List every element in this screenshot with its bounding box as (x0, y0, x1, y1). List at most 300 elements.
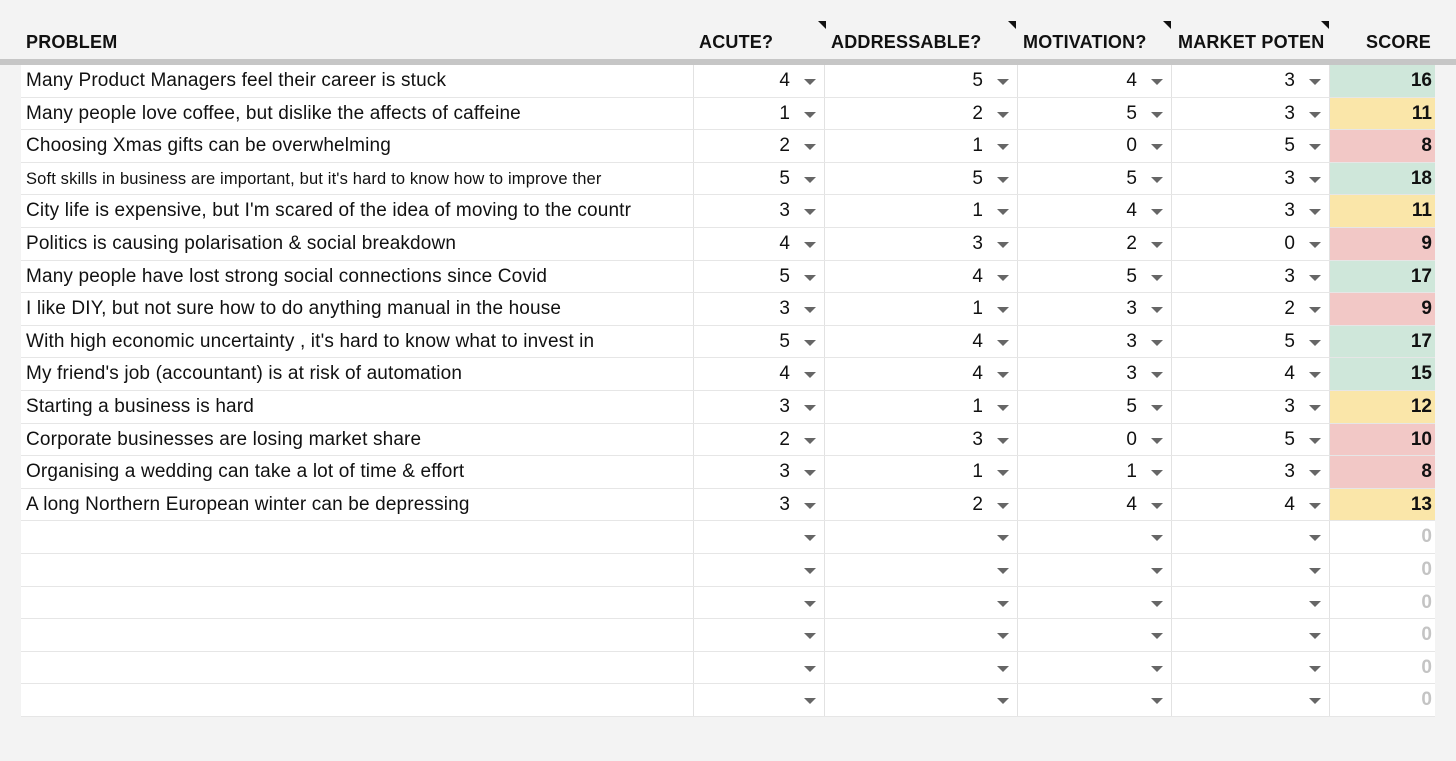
addressable-value: 1 (972, 200, 983, 222)
dropdown-arrow-icon[interactable] (997, 79, 1009, 85)
dropdown-arrow-icon[interactable] (804, 666, 816, 672)
addressable-dropdown[interactable] (825, 684, 1018, 716)
market-value: 2 (1284, 298, 1295, 320)
dropdown-arrow-icon[interactable] (804, 633, 816, 639)
score-value: 0 (1421, 656, 1432, 678)
score-cell[interactable] (1330, 326, 1435, 358)
score-value: 15 (1410, 363, 1432, 385)
score-cell[interactable] (1330, 652, 1435, 684)
comment-indicator-icon[interactable] (1163, 21, 1171, 29)
score-value: 9 (1421, 232, 1432, 254)
market-potential-dropdown[interactable] (1172, 521, 1330, 553)
market-potential-dropdown[interactable] (1172, 98, 1330, 130)
table-row (21, 98, 1435, 131)
dropdown-arrow-icon[interactable] (1309, 340, 1321, 346)
dropdown-arrow-icon[interactable] (1151, 601, 1163, 607)
problem-cell[interactable]: Starting a business is hard (21, 391, 694, 423)
header-market-potential[interactable]: MARKET POTEN (1178, 32, 1325, 52)
dropdown-arrow-icon[interactable] (804, 79, 816, 85)
dropdown-arrow-icon[interactable] (804, 242, 816, 248)
dropdown-arrow-icon[interactable] (1309, 372, 1321, 378)
addressable-dropdown[interactable] (825, 163, 1018, 195)
problem-cell[interactable] (21, 619, 694, 651)
dropdown-arrow-icon[interactable] (804, 601, 816, 607)
dropdown-arrow-icon[interactable] (997, 601, 1009, 607)
table-row (21, 358, 1435, 391)
acute-value: 5 (779, 265, 790, 287)
dropdown-arrow-icon[interactable] (804, 535, 816, 541)
dropdown-arrow-icon[interactable] (997, 666, 1009, 672)
acute-dropdown[interactable] (694, 195, 825, 227)
dropdown-arrow-icon[interactable] (1151, 438, 1163, 444)
score-value: 0 (1421, 558, 1432, 580)
score-cell[interactable] (1330, 130, 1435, 162)
dropdown-arrow-icon[interactable] (997, 568, 1009, 574)
acute-dropdown[interactable] (694, 65, 825, 97)
acute-dropdown[interactable] (694, 98, 825, 130)
addressable-value: 3 (972, 428, 983, 450)
market-potential-dropdown[interactable] (1172, 424, 1330, 456)
score-value: 13 (1410, 493, 1432, 515)
dropdown-arrow-icon[interactable] (1309, 438, 1321, 444)
score-cell[interactable] (1330, 98, 1435, 130)
dropdown-arrow-icon[interactable] (997, 209, 1009, 215)
dropdown-arrow-icon[interactable] (997, 633, 1009, 639)
dropdown-arrow-icon[interactable] (1151, 405, 1163, 411)
market-value: 3 (1284, 70, 1295, 91)
acute-value: 4 (779, 70, 790, 91)
market-potential-dropdown[interactable] (1172, 163, 1330, 195)
addressable-dropdown[interactable] (825, 358, 1018, 390)
dropdown-arrow-icon[interactable] (997, 405, 1009, 411)
score-cell[interactable] (1330, 261, 1435, 293)
market-value: 5 (1284, 330, 1295, 352)
dropdown-arrow-icon[interactable] (997, 503, 1009, 509)
header-row (0, 22, 1456, 60)
score-value: 17 (1410, 330, 1432, 352)
dropdown-arrow-icon[interactable] (1151, 535, 1163, 541)
motivation-value: 4 (1126, 493, 1137, 515)
addressable-dropdown[interactable] (825, 228, 1018, 260)
dropdown-arrow-icon[interactable] (804, 372, 816, 378)
motivation-dropdown[interactable] (1018, 261, 1172, 293)
addressable-value: 2 (972, 493, 983, 515)
dropdown-arrow-icon[interactable] (997, 372, 1009, 378)
motivation-dropdown[interactable] (1018, 424, 1172, 456)
dropdown-arrow-icon[interactable] (804, 698, 816, 704)
score-cell[interactable] (1330, 163, 1435, 195)
motivation-value: 0 (1126, 135, 1137, 157)
score-value: 0 (1421, 591, 1432, 613)
addressable-dropdown[interactable] (825, 424, 1018, 456)
dropdown-arrow-icon[interactable] (1151, 340, 1163, 346)
dropdown-arrow-icon[interactable] (1309, 503, 1321, 509)
problem-cell[interactable]: I like DIY, but not sure how to do anything manual in the house (21, 293, 694, 325)
addressable-dropdown[interactable] (825, 65, 1018, 97)
addressable-dropdown[interactable] (825, 261, 1018, 293)
dropdown-arrow-icon[interactable] (1151, 666, 1163, 672)
market-value: 4 (1284, 493, 1295, 515)
addressable-dropdown[interactable] (825, 489, 1018, 521)
dropdown-arrow-icon[interactable] (1309, 666, 1321, 672)
market-potential-dropdown[interactable] (1172, 489, 1330, 521)
addressable-value: 3 (972, 232, 983, 254)
acute-value: 4 (779, 363, 790, 385)
score-value: 11 (1411, 102, 1432, 124)
motivation-dropdown[interactable] (1018, 489, 1172, 521)
score-cell[interactable] (1330, 684, 1435, 716)
addressable-value: 4 (972, 363, 983, 385)
motivation-dropdown[interactable] (1018, 195, 1172, 227)
motivation-value: 5 (1126, 395, 1137, 417)
problem-cell[interactable]: Corporate businesses are losing market share (21, 424, 694, 456)
motivation-value: 2 (1126, 232, 1137, 254)
comment-indicator-icon[interactable] (818, 21, 826, 29)
market-potential-dropdown[interactable] (1172, 261, 1330, 293)
problem-cell[interactable]: Politics is causing polarisation & social breakdown (21, 228, 694, 260)
score-cell[interactable] (1330, 195, 1435, 227)
dropdown-arrow-icon[interactable] (997, 470, 1009, 476)
acute-value: 3 (779, 395, 790, 417)
motivation-dropdown[interactable] (1018, 684, 1172, 716)
market-value: 4 (1284, 363, 1295, 385)
dropdown-arrow-icon[interactable] (1151, 112, 1163, 118)
score-cell[interactable] (1330, 489, 1435, 521)
table-row (21, 130, 1435, 163)
header-problem[interactable]: PROBLEM (26, 32, 118, 52)
table-row (21, 619, 1435, 652)
dropdown-arrow-icon[interactable] (997, 698, 1009, 704)
addressable-value: 1 (972, 135, 983, 157)
problem-cell[interactable]: Soft skills in business are important, but it's hard to know how to improve ther (21, 163, 694, 195)
dropdown-arrow-icon[interactable] (997, 307, 1009, 313)
score-cell[interactable] (1330, 65, 1435, 97)
dropdown-arrow-icon[interactable] (804, 568, 816, 574)
dropdown-arrow-icon[interactable] (1309, 307, 1321, 313)
market-value: 3 (1284, 200, 1295, 222)
header-motivation[interactable]: MOTIVATION? (1023, 32, 1147, 52)
addressable-dropdown[interactable] (825, 554, 1018, 586)
addressable-value: 4 (972, 330, 983, 352)
addressable-value: 1 (972, 461, 983, 483)
dropdown-arrow-icon[interactable] (1151, 144, 1163, 150)
motivation-dropdown[interactable] (1018, 358, 1172, 390)
comment-indicator-icon[interactable] (1321, 21, 1329, 29)
acute-value: 2 (779, 428, 790, 450)
addressable-value: 1 (972, 395, 983, 417)
table-row (21, 195, 1435, 228)
dropdown-arrow-icon[interactable] (804, 275, 816, 281)
problem-cell[interactable]: Many people have lost strong social connections since Covid (21, 261, 694, 293)
score-cell[interactable] (1330, 228, 1435, 260)
dropdown-arrow-icon[interactable] (804, 503, 816, 509)
market-potential-dropdown[interactable] (1172, 65, 1330, 97)
table-row (21, 65, 1435, 98)
dropdown-arrow-icon[interactable] (1309, 275, 1321, 281)
score-value: 8 (1421, 461, 1432, 483)
dropdown-arrow-icon[interactable] (1151, 698, 1163, 704)
dropdown-arrow-icon[interactable] (1309, 601, 1321, 607)
score-value: 17 (1410, 265, 1432, 287)
dropdown-arrow-icon[interactable] (997, 177, 1009, 183)
motivation-value: 3 (1126, 363, 1137, 385)
addressable-dropdown[interactable] (825, 130, 1018, 162)
motivation-value: 4 (1126, 200, 1137, 222)
dropdown-arrow-icon[interactable] (804, 438, 816, 444)
score-cell[interactable] (1330, 554, 1435, 586)
motivation-dropdown[interactable] (1018, 456, 1172, 488)
addressable-value: 5 (972, 167, 983, 189)
motivation-dropdown[interactable] (1018, 293, 1172, 325)
addressable-value: 2 (972, 102, 983, 124)
motivation-value: 0 (1126, 428, 1137, 450)
table-row (21, 261, 1435, 294)
dropdown-arrow-icon[interactable] (1151, 372, 1163, 378)
acute-value: 3 (779, 461, 790, 483)
addressable-dropdown[interactable] (825, 293, 1018, 325)
problem-cell[interactable]: With high economic uncertainty , it's hard to know what to invest in (21, 326, 694, 358)
acute-value: 1 (779, 102, 790, 124)
motivation-dropdown[interactable] (1018, 163, 1172, 195)
addressable-dropdown[interactable] (825, 391, 1018, 423)
dropdown-arrow-icon[interactable] (1309, 633, 1321, 639)
motivation-value: 5 (1126, 167, 1137, 189)
dropdown-arrow-icon[interactable] (1309, 698, 1321, 704)
market-potential-dropdown[interactable] (1172, 326, 1330, 358)
dropdown-arrow-icon[interactable] (1309, 112, 1321, 118)
acute-value: 3 (779, 200, 790, 222)
market-potential-dropdown[interactable] (1172, 195, 1330, 227)
dropdown-arrow-icon[interactable] (1151, 275, 1163, 281)
addressable-value: 4 (972, 265, 983, 287)
addressable-dropdown[interactable] (825, 456, 1018, 488)
market-potential-dropdown[interactable] (1172, 228, 1330, 260)
score-value: 0 (1421, 526, 1432, 548)
motivation-dropdown[interactable] (1018, 652, 1172, 684)
acute-dropdown[interactable] (694, 228, 825, 260)
market-potential-dropdown[interactable] (1172, 293, 1330, 325)
problem-cell[interactable] (21, 652, 694, 684)
dropdown-arrow-icon[interactable] (804, 177, 816, 183)
dropdown-arrow-icon[interactable] (997, 144, 1009, 150)
market-potential-dropdown[interactable] (1172, 456, 1330, 488)
addressable-value: 1 (972, 298, 983, 320)
dropdown-arrow-icon[interactable] (1309, 209, 1321, 215)
acute-dropdown[interactable] (694, 489, 825, 521)
acute-value: 5 (779, 167, 790, 189)
comment-indicator-icon[interactable] (1008, 21, 1016, 29)
acute-value: 5 (779, 330, 790, 352)
problem-cell[interactable]: City life is expensive, but I'm scared of the idea of moving to the countr (21, 195, 694, 227)
score-value: 18 (1410, 167, 1432, 189)
dropdown-arrow-icon[interactable] (1151, 209, 1163, 215)
motivation-dropdown[interactable] (1018, 391, 1172, 423)
acute-dropdown[interactable] (694, 587, 825, 619)
acute-dropdown[interactable] (694, 326, 825, 358)
problem-cell[interactable]: Choosing Xmas gifts can be overwhelming (21, 130, 694, 162)
acute-value: 3 (779, 493, 790, 515)
problem-cell[interactable]: Many people love coffee, but dislike the affects of caffeine (21, 98, 694, 130)
dropdown-arrow-icon[interactable] (1151, 307, 1163, 313)
dropdown-arrow-icon[interactable] (1309, 568, 1321, 574)
dropdown-arrow-icon[interactable] (1309, 405, 1321, 411)
score-value: 11 (1411, 200, 1432, 222)
market-potential-dropdown[interactable] (1172, 684, 1330, 716)
market-potential-dropdown[interactable] (1172, 391, 1330, 423)
dropdown-arrow-icon[interactable] (997, 438, 1009, 444)
table-row (21, 391, 1435, 424)
market-value: 3 (1284, 461, 1295, 483)
score-cell[interactable] (1330, 587, 1435, 619)
acute-dropdown[interactable] (694, 424, 825, 456)
acute-dropdown[interactable] (694, 619, 825, 651)
motivation-dropdown[interactable] (1018, 326, 1172, 358)
problem-cell[interactable]: A long Northern European winter can be depressing (21, 489, 694, 521)
dropdown-arrow-icon[interactable] (804, 340, 816, 346)
dropdown-arrow-icon[interactable] (804, 112, 816, 118)
score-cell[interactable] (1330, 293, 1435, 325)
acute-dropdown[interactable] (694, 293, 825, 325)
market-potential-dropdown[interactable] (1172, 130, 1330, 162)
dropdown-arrow-icon[interactable] (1309, 177, 1321, 183)
score-value: 12 (1410, 395, 1432, 417)
dropdown-arrow-icon[interactable] (1151, 79, 1163, 85)
dropdown-arrow-icon[interactable] (1309, 535, 1321, 541)
acute-dropdown[interactable] (694, 684, 825, 716)
acute-dropdown[interactable] (694, 391, 825, 423)
dropdown-arrow-icon[interactable] (1151, 503, 1163, 509)
dropdown-arrow-icon[interactable] (997, 340, 1009, 346)
score-value: 0 (1421, 624, 1432, 646)
score-cell[interactable] (1330, 456, 1435, 488)
dropdown-arrow-icon[interactable] (997, 275, 1009, 281)
dropdown-arrow-icon[interactable] (1309, 144, 1321, 150)
score-value: 0 (1421, 689, 1432, 711)
data-grid (21, 65, 1435, 717)
table-row (21, 652, 1435, 685)
dropdown-arrow-icon[interactable] (997, 535, 1009, 541)
table-row (21, 684, 1435, 717)
problem-cell[interactable]: Organising a wedding can take a lot of time & effort (21, 456, 694, 488)
acute-dropdown[interactable] (694, 652, 825, 684)
motivation-dropdown[interactable] (1018, 587, 1172, 619)
table-row (21, 228, 1435, 261)
motivation-dropdown[interactable] (1018, 228, 1172, 260)
acute-dropdown[interactable] (694, 521, 825, 553)
acute-dropdown[interactable] (694, 130, 825, 162)
market-potential-dropdown[interactable] (1172, 652, 1330, 684)
motivation-dropdown[interactable] (1018, 98, 1172, 130)
dropdown-arrow-icon[interactable] (1309, 470, 1321, 476)
score-cell[interactable] (1330, 358, 1435, 390)
acute-value: 4 (779, 232, 790, 254)
header-addressable[interactable]: ADDRESSABLE? (831, 32, 982, 52)
score-cell[interactable] (1330, 424, 1435, 456)
addressable-dropdown[interactable] (825, 326, 1018, 358)
market-value: 3 (1284, 265, 1295, 287)
acute-dropdown[interactable] (694, 554, 825, 586)
motivation-dropdown[interactable] (1018, 521, 1172, 553)
score-value: 9 (1421, 298, 1432, 320)
motivation-dropdown[interactable] (1018, 130, 1172, 162)
addressable-dropdown[interactable] (825, 587, 1018, 619)
motivation-value: 5 (1126, 265, 1137, 287)
market-value: 5 (1284, 135, 1295, 157)
addressable-dropdown[interactable] (825, 619, 1018, 651)
market-potential-dropdown[interactable] (1172, 358, 1330, 390)
motivation-dropdown[interactable] (1018, 554, 1172, 586)
dropdown-arrow-icon[interactable] (804, 470, 816, 476)
problem-cell[interactable] (21, 521, 694, 553)
motivation-value: 4 (1126, 70, 1137, 91)
dropdown-arrow-icon[interactable] (1151, 470, 1163, 476)
table-row (21, 587, 1435, 620)
dropdown-arrow-icon[interactable] (804, 307, 816, 313)
motivation-value: 3 (1126, 330, 1137, 352)
market-value: 3 (1284, 167, 1295, 189)
acute-dropdown[interactable] (694, 163, 825, 195)
problem-cell[interactable] (21, 554, 694, 586)
problem-cell[interactable] (21, 684, 694, 716)
market-potential-dropdown[interactable] (1172, 554, 1330, 586)
dropdown-arrow-icon[interactable] (997, 242, 1009, 248)
market-potential-dropdown[interactable] (1172, 587, 1330, 619)
motivation-dropdown[interactable] (1018, 65, 1172, 97)
motivation-value: 1 (1126, 461, 1137, 483)
market-potential-dropdown[interactable] (1172, 619, 1330, 651)
dropdown-arrow-icon[interactable] (1309, 242, 1321, 248)
table-row (21, 424, 1435, 457)
score-cell[interactable] (1330, 391, 1435, 423)
header-score[interactable]: SCORE (1365, 32, 1431, 52)
dropdown-arrow-icon[interactable] (1151, 242, 1163, 248)
dropdown-arrow-icon[interactable] (804, 209, 816, 215)
market-value: 3 (1284, 102, 1295, 124)
score-cell[interactable] (1330, 619, 1435, 651)
problem-cell[interactable] (21, 587, 694, 619)
score-value: 10 (1410, 428, 1432, 450)
addressable-dropdown[interactable] (825, 521, 1018, 553)
acute-dropdown[interactable] (694, 261, 825, 293)
acute-value: 2 (779, 135, 790, 157)
dropdown-arrow-icon[interactable] (1151, 177, 1163, 183)
table-row (21, 521, 1435, 554)
acute-dropdown[interactable] (694, 358, 825, 390)
score-value: 8 (1421, 135, 1432, 157)
score-cell[interactable] (1330, 521, 1435, 553)
addressable-dropdown[interactable] (825, 652, 1018, 684)
addressable-dropdown[interactable] (825, 195, 1018, 227)
table-row (21, 489, 1435, 522)
dropdown-arrow-icon[interactable] (997, 112, 1009, 118)
market-value: 0 (1284, 232, 1295, 254)
motivation-dropdown[interactable] (1018, 619, 1172, 651)
dropdown-arrow-icon[interactable] (1309, 79, 1321, 85)
dropdown-arrow-icon[interactable] (804, 144, 816, 150)
acute-dropdown[interactable] (694, 456, 825, 488)
market-value: 5 (1284, 428, 1295, 450)
addressable-dropdown[interactable] (825, 98, 1018, 130)
market-value: 3 (1284, 395, 1295, 417)
dropdown-arrow-icon[interactable] (1151, 568, 1163, 574)
dropdown-arrow-icon[interactable] (804, 405, 816, 411)
problem-cell[interactable]: My friend's job (accountant) is at risk of automation (21, 358, 694, 390)
motivation-value: 5 (1126, 102, 1137, 124)
header-acute[interactable]: ACUTE? (699, 32, 774, 52)
table-row (21, 456, 1435, 489)
dropdown-arrow-icon[interactable] (1151, 633, 1163, 639)
problem-cell[interactable]: Many Product Managers feel their career is stuck (21, 65, 694, 97)
